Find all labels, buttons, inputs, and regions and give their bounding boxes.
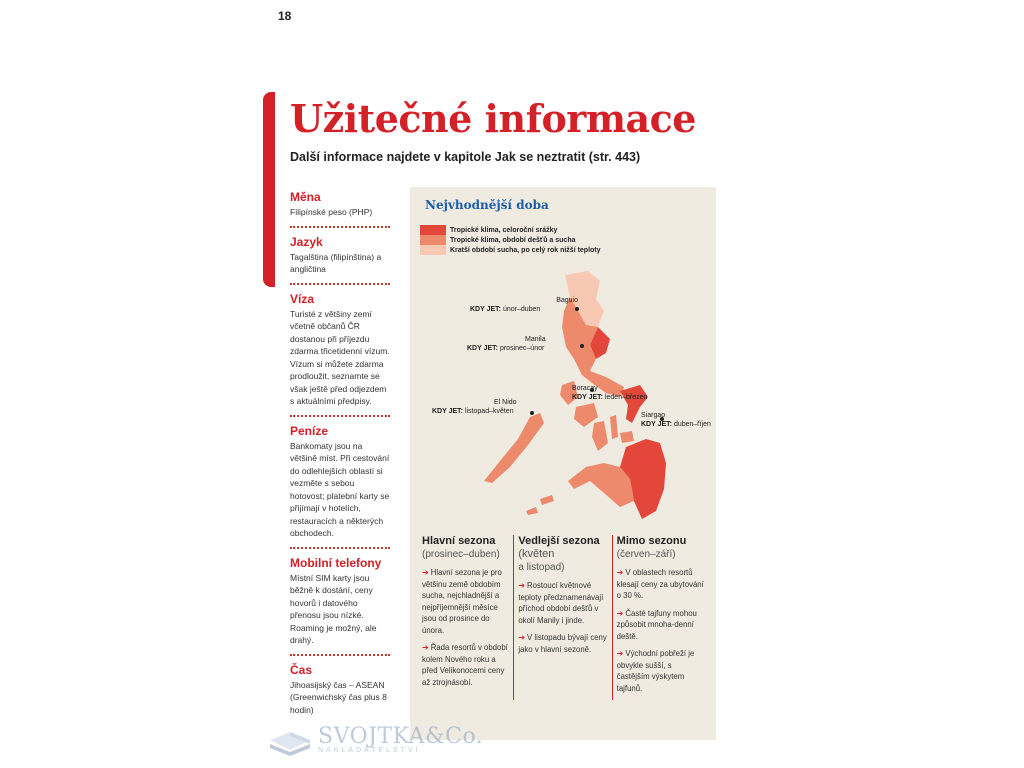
section-heading: Víza <box>290 291 315 306</box>
info-section-time <box>290 663 390 724</box>
season-months: a listopad) <box>518 562 565 573</box>
info-section-mobile <box>290 556 390 656</box>
watermark-sub: NAKLADATELSTVÍ <box>318 747 421 754</box>
city-dot-el-nido <box>530 411 534 415</box>
section-text: Jihoasijský čas – ASEAN (Greenwichský čas plus 8 hodin) <box>290 679 387 715</box>
panel-title: Nejvhodnější doba <box>425 198 549 212</box>
when-value: listopad–květen <box>464 408 514 415</box>
season-bullet: ➔ V oblastech resortů klesají ceny za ubytování o 30 %. <box>616 568 704 600</box>
season-high <box>418 535 513 700</box>
season-bullet: ➔ Rostoucí květnové teploty předznamenávají příchod období dešťů v okolí Manily i jinde. <box>518 581 604 625</box>
city-name: El Nido <box>494 399 517 406</box>
when-label: KDY JET: <box>470 306 501 313</box>
city-name: Manila <box>525 336 546 343</box>
info-section-currency <box>290 190 390 228</box>
map-label-baguio <box>518 297 578 304</box>
section-heading: Mobilní telefony <box>290 555 382 570</box>
season-low <box>612 535 710 700</box>
season-shoulder <box>513 535 611 700</box>
city-name: Baguio <box>556 297 578 304</box>
season-months: (červen–září) <box>616 549 676 560</box>
section-text: Turisté z většiny zemí včetně občanů ČR dostanou při příjezdu zdarma třicetidenní vízum. Vízum si můžete zdarma prodloužit, seznamte se však ještě před odjezdem s aktuálními předpisy. <box>290 308 390 406</box>
section-text: Místní SIM karty jsou běžně k dostání, ceny hovorů i datového přenosu jsou nízké. Roaming je možný, ale drahý. <box>290 572 377 645</box>
season-bullet: ➔ V listopadu bývají ceny jako v hlavní sezoně. <box>518 633 607 654</box>
section-heading: Jazyk <box>290 234 323 249</box>
city-name: Boracay <box>572 385 598 392</box>
legend-item <box>420 245 601 255</box>
legend-swatch <box>420 235 446 245</box>
page-number: 18 <box>278 9 292 23</box>
season-columns <box>418 535 710 700</box>
arrow-right-icon: ➔ <box>616 649 624 658</box>
map-label-manila <box>525 336 546 343</box>
map-label-siargao <box>641 412 665 419</box>
arrow-right-icon: ➔ <box>518 581 526 590</box>
section-heading: Peníze <box>290 423 329 438</box>
section-heading: Měna <box>290 190 321 204</box>
city-name: Siargao <box>641 412 666 419</box>
season-bullet: ➔ Východní pobřeží je obvykle sušší, s častějším výskytem tajfunů. <box>616 649 695 693</box>
page-subtitle: Další informace najdete v kapitole Jak se neztratit (str. 443) <box>290 150 641 164</box>
section-text: Bankomaty jsou na většině míst. Při cestování do odlehlejších oblastí si vezměte s sebou hotovost; platební karty se přijímají v hotelích, restauracích a některých obchodech. <box>290 440 390 538</box>
map-region-bohol <box>620 431 634 443</box>
section-text: Filipínské peso (PHP) <box>290 207 373 217</box>
map-region-sulu <box>526 495 554 515</box>
arrow-right-icon: ➔ <box>518 633 526 642</box>
arrow-right-icon: ➔ <box>616 608 624 618</box>
book-logo-icon <box>268 722 312 756</box>
map-when-siargao <box>641 421 711 428</box>
arrow-right-icon: ➔ <box>616 568 624 577</box>
when-label: KDY JET: <box>572 394 603 401</box>
section-text: Tagalština (filipínština) a angličtina <box>290 251 382 274</box>
legend-label: Tropické klima, celoroční srážky <box>450 226 558 234</box>
arrow-right-icon: ➔ <box>422 643 429 652</box>
legend-item <box>420 235 601 245</box>
map-when-manila <box>467 345 544 352</box>
when-label: KDY JET: <box>467 345 498 352</box>
map-region-cebu <box>610 415 618 439</box>
season-bullet: ➔ Časté tajfuny mohou způsobit mnoha-denní deště. <box>616 608 697 641</box>
season-title: Vedlejší sezona (květen <box>518 535 600 560</box>
watermark-name: SVOJTKA&Co. <box>318 724 484 749</box>
section-heading: Čas <box>290 662 313 677</box>
city-dot-baguio <box>575 307 579 311</box>
when-label: KDY JET: <box>641 421 672 428</box>
season-title: Mimo sezonu <box>616 535 687 547</box>
arrow-right-icon: ➔ <box>422 568 429 577</box>
when-value: duben–říjen <box>673 421 711 428</box>
map-label-boracay <box>572 385 598 392</box>
season-bullet: ➔ Hlavní sezona je pro většinu země obdobím sucha, nejchladnější a nejpříjemnější měsíce jsou od prosince do února. <box>422 568 502 635</box>
map-when-el-nido <box>432 408 514 415</box>
map-when-boracay <box>572 394 647 401</box>
map-region-palawan <box>484 413 544 483</box>
info-sidebar <box>290 190 390 730</box>
page-title: Užitečné informace <box>290 96 696 141</box>
map-when-baguio <box>470 306 540 313</box>
legend-swatch <box>420 225 446 235</box>
when-value: únor–duben <box>502 306 541 313</box>
legend-swatch <box>420 245 446 255</box>
info-section-visa <box>290 292 390 417</box>
legend-item <box>420 225 601 235</box>
city-dot-manila <box>580 344 584 348</box>
when-value: prosinec–únor <box>499 345 545 352</box>
publisher-watermark <box>268 722 483 756</box>
season-title: Hlavní sezona <box>422 535 496 547</box>
legend-label: Kratší období sucha, po celý rok nižší teploty <box>450 246 601 254</box>
accent-bar <box>263 92 275 287</box>
info-section-language <box>290 235 390 285</box>
map-label-el-nido <box>494 399 517 406</box>
when-value: leden–březen <box>604 394 648 401</box>
season-bullet: ➔ Řada resortů v období kolem Nového roku a před Velikonocemi ceny až ztrojnásobí. <box>422 643 508 687</box>
map-legend <box>420 225 601 255</box>
season-months: (prosinec–duben) <box>422 549 500 560</box>
info-section-money <box>290 424 390 549</box>
map-region-negros <box>592 421 608 451</box>
legend-label: Tropické klima, období dešťů a sucha <box>450 236 576 244</box>
when-label: KDY JET: <box>432 408 463 415</box>
best-time-panel <box>410 187 716 740</box>
